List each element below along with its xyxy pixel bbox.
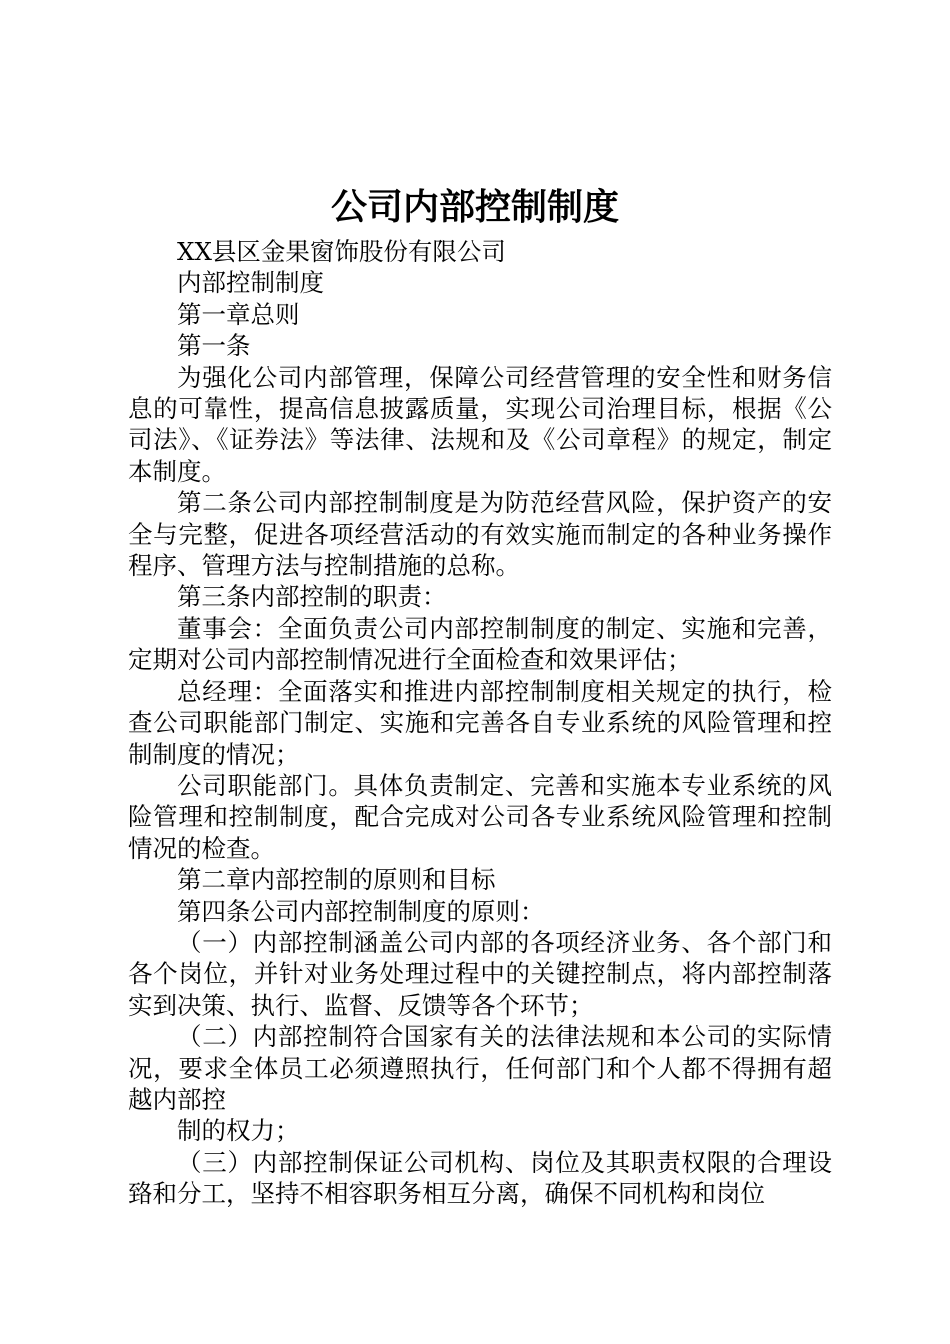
paragraph: （一）内部控制涵盖公司内部的各项经济业务、各个部门和各个岗位，并针对业务处理过程中的关键控制点，将内部控制落实到决策、执行、监督、反馈等各个环节；	[128, 927, 832, 1020]
paragraph: 公司职能部门。具体负责制定、完善和实施本专业系统的风险管理和控制制度，配合完成对公司各专业系统风险管理和控制情况的检查。	[128, 770, 832, 863]
paragraph: 董事会：全面负责公司内部控制制度的制定、实施和完善，定期对公司内部控制情况进行全面检查和效果评估；	[128, 613, 832, 675]
paragraph: 为强化公司内部管理，保障公司经营管理的安全性和财务信息的可靠性，提高信息披露质量，实现公司治理目标，根据《公司法》、《证券法》等法律、法规和及《公司章程》的规定，制定本制度。	[128, 362, 832, 486]
paragraph: （三）内部控制保证公司机构、岗位及其职责权限的合理设臵和分工，坚持不相容职务相互分离，确保不同机构和岗位	[128, 1147, 832, 1209]
subtitle-line: 内部控制制度	[177, 268, 324, 298]
paragraph: 制的权力；	[177, 1116, 300, 1146]
company-name-line: XX县区金果窗饰股份有限公司	[177, 237, 506, 266]
document-title: 公司内部控制制度	[330, 187, 619, 228]
paragraph: 第二条公司内部控制制度是为防范经营风险，保护资产的安全与完整，促进各项经营活动的有效实施而制定的各种业务操作程序、管理方法与控制措施的总称。	[128, 488, 832, 581]
paragraph: 第四条公司内部控制制度的原则：	[177, 896, 545, 926]
article-heading: 第一条	[177, 331, 251, 361]
chapter-heading: 第二章内部控制的原则和目标	[177, 865, 496, 895]
paragraph: 第三条内部控制的职责：	[177, 582, 447, 612]
document-body	[128, 236, 832, 1210]
paragraph: （二）内部控制符合国家有关的法律法规和本公司的实际情况，要求全体员工必须遵照执行，任何部门和个人都不得拥有超越内部控	[128, 1022, 832, 1114]
chapter-heading: 第一章总则	[177, 299, 300, 329]
paragraph: 总经理：全面落实和推进内部控制制度相关规定的执行，检查公司职能部门制定、实施和完善各自专业系统的风险管理和控制制度的情况；	[128, 676, 832, 769]
